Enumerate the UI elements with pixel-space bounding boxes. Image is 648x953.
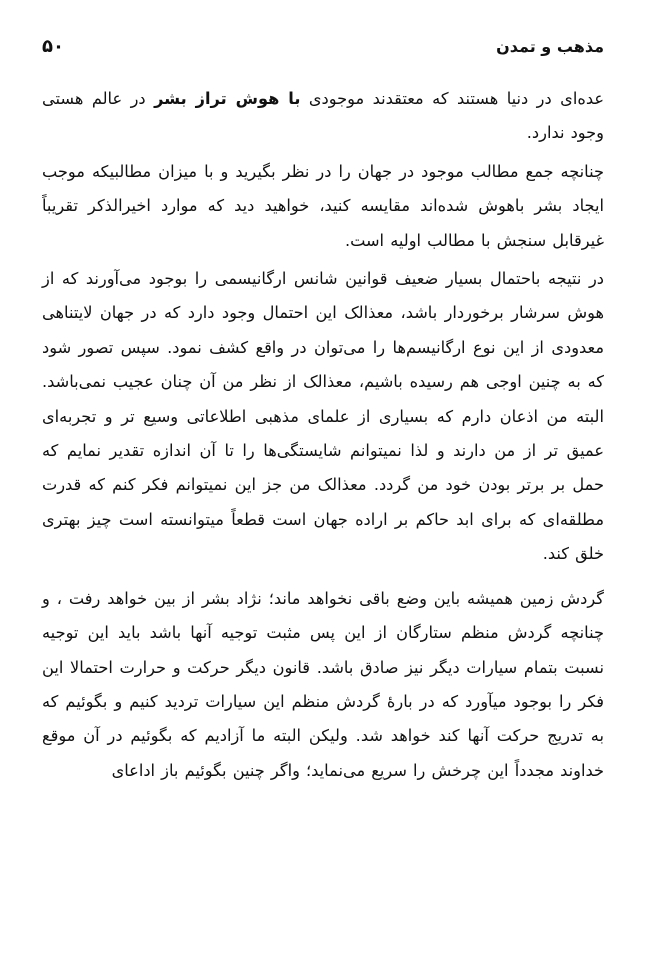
- page-header: [42, 36, 604, 76]
- paragraph-2: [42, 155, 604, 258]
- page-number: ۵۰: [42, 36, 64, 57]
- body-text: [42, 82, 604, 788]
- paragraph-4: [42, 582, 604, 788]
- paragraph-1-text-start: عده‌ای در دنیا هستند که معتقدند موجودی: [300, 89, 604, 108]
- paragraph-1: [42, 82, 604, 151]
- paragraph-3: [42, 262, 604, 572]
- running-title: مذهب و تمدن: [496, 37, 604, 56]
- paragraph-4-text: گردش زمین همیشه باین وضع باقی نخواهد ماند؛ نژاد بشر از بین خواهد رفت ، و چنانچه گردش منظم ستارگان از این پس مثبت توجیه آنها باشد باید این توجیه نسبت بتمام سیارات دیگر نیز صادق باشد. قانون دیگر حرکت و حرارت احتمالا این فکر را بوجود میآورد که در بارهٔ گردش منظم این سیارات تردید کنیم و بگوئیم که به تدریج حرکت آنها کند خواهد شد. ولیکن البته ما آزادیم که بگوئیم در آن موقع خداوند مجدداً این چرخش را سریع می‌نماید؛ واگر چنین بگوئیم باز اداعای: [42, 588, 604, 780]
- paragraph-2-text: چنانچه جمع مطالب موجود در جهان را در نظر بگیرید و با میزان مطالبیکه موجب ایجاد بشر باهوش شده‌اند مقایسه کنید، خواهید دید که موارد اخیرالذکر تقریباً غیرقابل سنجش با مطالب اولیه است.: [42, 161, 604, 250]
- paragraph-1-text-end: در عالم هستی وجود ندارد.: [42, 89, 604, 143]
- paragraph-3-text: در نتیجه باحتمال بسیار ضعیف قوانین شانس ارگانیسمی را بوجود می‌آورند که از هوش سرشار برخوردار باشد، معذالک این احتمال وجود دارد که در جهان لایتناهی معدودی از این نوع ارگانیسم‌ها را می‌توان در واقع کشف نمود. سپس تصور شود که به چنین اوجی هم رسیده باشیم، معذالک از نظر من آن چنان عجیب نمی‌باشد. البته من اذعان دارم که بسیاری از علمای مذهبی اطلاعاتی وسیع تر و تجربه‌ای عمیق تر از من دارند و لذا نمیتوانم شایستگی‌ها را تا آن اندازه تقدیر نمایم که حمل بر برتر بودن خود من گردد. معذالک من جز این نمیتوانم فکر کنم که قدرت مطلقه‌ای که برای ابد حاکم بر اراده جهان است قطعاً میتوانسته است چیز بهتری خلق کند.: [42, 269, 604, 564]
- paragraph-1-emphasis: با هوش تراز بشر: [154, 89, 301, 108]
